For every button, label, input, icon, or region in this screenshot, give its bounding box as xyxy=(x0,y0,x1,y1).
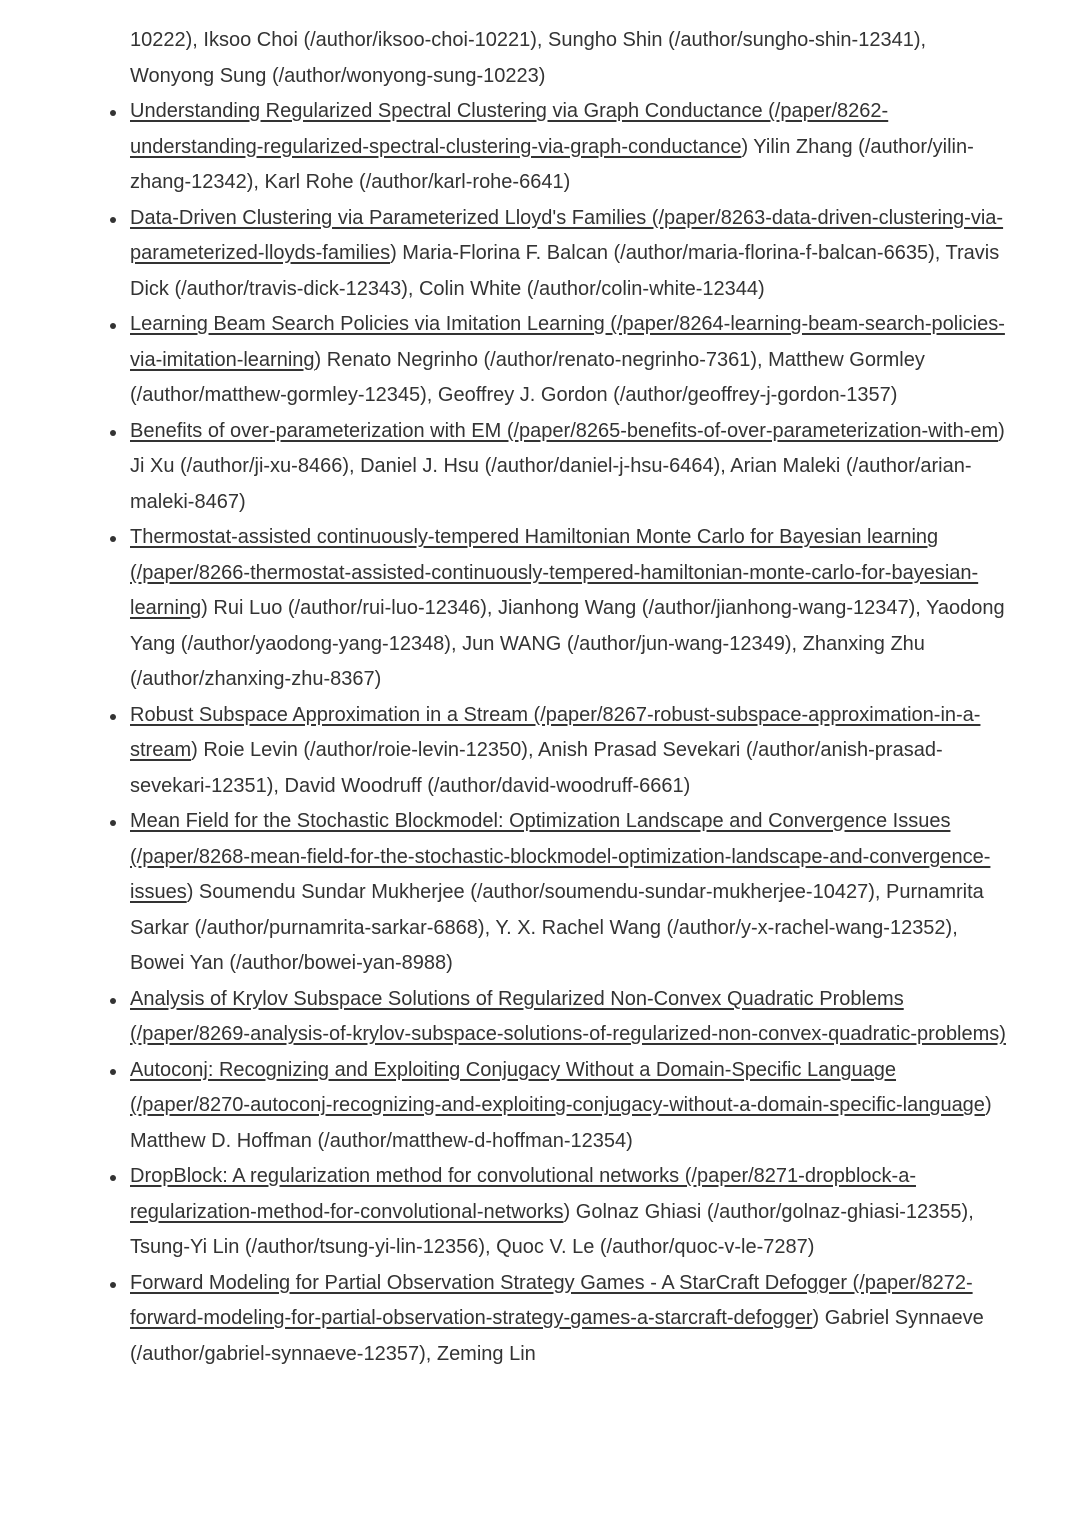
paper-list-item xyxy=(130,414,1010,521)
paper-authors: ) Roie Levin (/author/roie-levin-12350), Anish Prasad Sevekari (/author/anish-prasad-sevekari-12351), David Woodruff (/author/david-woodruff-6661) xyxy=(130,739,943,797)
paper-link[interactable]: Understanding Regularized Spectral Clustering via Graph Conductance (/paper/8262-understanding-regularized-spectral-clustering-via-graph-conductance xyxy=(130,100,889,158)
paper-link[interactable]: Forward Modeling for Partial Observation Strategy Games - A StarCraft Defogger (/paper/8272-forward-modeling-for-partial-observation-strategy-games-a-starcraft-defogger xyxy=(130,1271,973,1329)
paper-list-item xyxy=(130,804,1010,982)
paper-list-item xyxy=(130,1159,1010,1266)
paper-list-item xyxy=(130,94,1010,201)
paper-authors: ) Renato Negrinho (/author/renato-negrinho-7361), Matthew Gormley (/author/matthew-gormley-12345), Geoffrey J. Gordon (/author/geoffrey-j-gordon-1357) xyxy=(130,348,925,406)
paper-link[interactable]: Analysis of Krylov Subspace Solutions of Regularized Non-Convex Quadratic Problems (/paper/8269-analysis-of-krylov-subspace-solutions-of-regularized-non-convex-quadratic-problems) xyxy=(130,987,1006,1045)
paper-authors: ) Gabriel Synnaeve (/author/gabriel-synnaeve-12357), Zeming Lin xyxy=(130,1307,984,1365)
paper-authors: ) Ji Xu (/author/ji-xu-8466), Daniel J. Hsu (/author/daniel-j-hsu-6464), Arian Maleki (/author/arian-maleki-8467) xyxy=(130,419,1005,513)
paper-authors: ) Matthew D. Hoffman (/author/matthew-d-hoffman-12354) xyxy=(130,1094,992,1152)
paper-link[interactable]: Benefits of over-parameterization with EM (/paper/8265-benefits-of-over-parameterization-with-em xyxy=(130,419,999,442)
paper-link[interactable]: DropBlock: A regularization method for convolutional networks (/paper/8271-dropblock-a-regularization-method-for-convolutional-networks xyxy=(130,1165,916,1223)
paper-link[interactable]: Learning Beam Search Policies via Imitation Learning (/paper/8264-learning-beam-search-policies-via-imitation-learning xyxy=(130,313,1005,371)
paper-link[interactable]: Mean Field for the Stochastic Blockmodel: Optimization Landscape and Convergence Issues (/paper/8268-mean-field-for-the-stochastic-blockmodel-optimization-landscape-and-convergence-issues xyxy=(130,810,991,903)
paper-authors: ) Rui Luo (/author/rui-luo-12346), Jianhong Wang (/author/jianhong-wang-12347), Yaodong Yang (/author/yaodong-yang-12348), Jun WANG (/author/jun-wang-12349), Zhanxing Zhu (/author/zhanxing-zhu-8367) xyxy=(130,597,1005,690)
paper-list-item xyxy=(130,520,1010,698)
paper-authors: ) Soumendu Sundar Mukherjee (/author/soumendu-sundar-mukherjee-10427), Purnamrita Sarkar (/author/purnamrita-sarkar-6868), Y. X. Rachel Wang (/author/y-x-rachel-wang-12352), Bowei Yan (/author/bowei-yan-8988) xyxy=(130,881,984,974)
paper-link[interactable]: Data-Driven Clustering via Parameterized Lloyd's Families (/paper/8263-data-driven-clustering-via-parameterized-lloyds-families xyxy=(130,206,1004,264)
paper-list-item xyxy=(130,982,1010,1053)
paper-list-item xyxy=(130,307,1010,414)
paper-link[interactable]: Thermostat-assisted continuously-tempered Hamiltonian Monte Carlo for Bayesian learning (/paper/8266-thermostat-assisted-continuously-tempered-hamiltonian-monte-carlo-for-bayesian-learning xyxy=(130,526,979,619)
paper-list-item xyxy=(130,1266,1010,1373)
paper-link[interactable]: Autoconj: Recognizing and Exploiting Conjugacy Without a Domain-Specific Language (/paper/8270-autoconj-recognizing-and-exploiting-conjugacy-without-a-domain-specific-language xyxy=(130,1058,985,1116)
paper-list xyxy=(130,94,1010,1372)
paper-authors: ) Maria-Florina F. Balcan (/author/maria-florina-f-balcan-6635), Travis Dick (/author/travis-dick-12343), Colin White (/author/colin-white-12344) xyxy=(130,242,1000,300)
paper-list-item xyxy=(130,201,1010,308)
paper-authors: ) Yilin Zhang (/author/yilin-zhang-12342), Karl Rohe (/author/karl-rohe-6641) xyxy=(130,135,974,193)
paper-list-item xyxy=(130,1053,1010,1160)
paper-authors: ) Golnaz Ghiasi (/author/golnaz-ghiasi-12355), Tsung-Yi Lin (/author/tsung-yi-lin-12356), Quoc V. Le (/author/quoc-v-le-7287) xyxy=(130,1200,974,1258)
paper-list-item xyxy=(130,698,1010,805)
previous-item-authors: 10222), Iksoo Choi (/author/iksoo-choi-10221), Sungho Shin (/author/sungho-shin-12341), Wonyong Sung (/author/wonyong-sung-10223) xyxy=(130,29,927,87)
paper-link[interactable]: Robust Subspace Approximation in a Stream (/paper/8267-robust-subspace-approximation-in-a-stream xyxy=(130,703,981,761)
